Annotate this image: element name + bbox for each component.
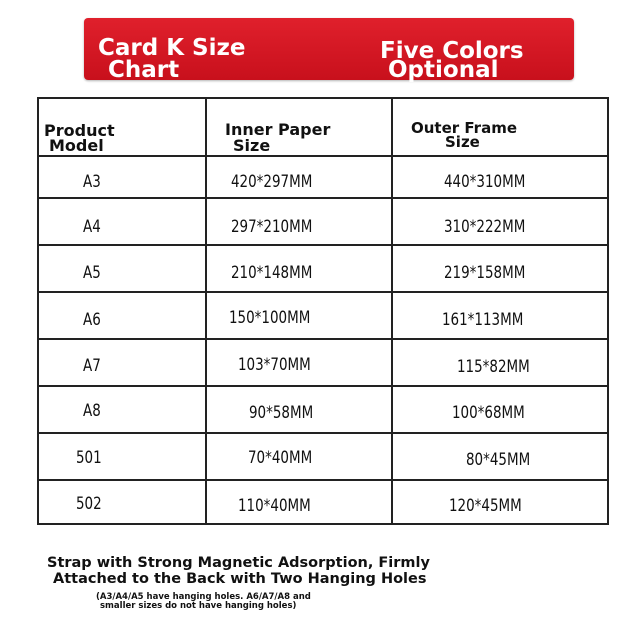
column-divider — [205, 99, 207, 523]
row-divider — [39, 338, 607, 340]
inner-size-cell: 420*297MM — [231, 172, 313, 192]
outer-size-cell: 161*113MM — [442, 310, 524, 330]
colors-option-line1: Five Colors — [380, 38, 524, 64]
outer-size-cell: 100*68MM — [452, 403, 525, 423]
row-divider — [39, 244, 607, 246]
hanging-holes-note-line2: smaller sizes do not have hanging holes) — [100, 601, 297, 611]
row-divider — [39, 197, 607, 199]
model-cell: A3 — [83, 172, 101, 192]
inner-size-cell: 297*210MM — [231, 217, 313, 237]
model-cell: A4 — [83, 217, 101, 237]
row-divider — [39, 155, 607, 157]
inner-size-cell: 210*148MM — [231, 263, 313, 283]
model-cell: A8 — [83, 401, 101, 421]
header-outer-frame-line2: Size — [445, 133, 480, 151]
colors-option-line2: Optional — [388, 57, 499, 83]
inner-size-cell: 103*70MM — [238, 355, 311, 375]
size-table — [37, 97, 609, 525]
model-cell: A5 — [83, 263, 101, 283]
outer-size-cell: 80*45MM — [466, 450, 531, 470]
inner-size-cell: 70*40MM — [248, 448, 313, 468]
chart-title-line1: Card K Size — [98, 35, 246, 61]
model-cell: 502 — [76, 494, 102, 514]
header-product-model-line1: Product — [44, 121, 115, 140]
row-divider — [39, 479, 607, 481]
header-inner-paper-line2: Size — [233, 136, 271, 155]
feature-note-line2: Attached to the Back with Two Hanging Holes — [53, 571, 427, 587]
row-divider — [39, 291, 607, 293]
inner-size-cell: 150*100MM — [229, 308, 311, 328]
model-cell: A7 — [83, 356, 101, 376]
model-cell: A6 — [83, 310, 101, 330]
header-outer-frame-line1: Outer Frame — [411, 119, 518, 137]
outer-size-cell: 120*45MM — [449, 496, 522, 516]
feature-note — [47, 555, 430, 587]
row-divider — [39, 385, 607, 387]
inner-size-cell: 90*58MM — [249, 403, 314, 423]
hanging-holes-note — [96, 593, 311, 611]
hanging-holes-note-line1: (A3/A4/A5 have hanging holes. A6/A7/A8 and — [96, 592, 311, 602]
column-divider — [391, 99, 393, 523]
outer-size-cell: 115*82MM — [457, 357, 530, 377]
inner-size-cell: 110*40MM — [238, 496, 311, 516]
header-product-model-line2: Model — [49, 136, 104, 155]
chart-title-line2: Chart — [108, 57, 180, 83]
row-divider — [39, 432, 607, 434]
feature-note-line1: Strap with Strong Magnetic Adsorption, Firmly — [47, 555, 430, 571]
header-inner-paper-line1: Inner Paper — [225, 120, 331, 139]
title-banner — [84, 18, 574, 83]
outer-size-cell: 440*310MM — [444, 172, 526, 192]
outer-size-cell: 310*222MM — [444, 217, 526, 237]
model-cell: 501 — [76, 448, 102, 468]
outer-size-cell: 219*158MM — [444, 263, 526, 283]
